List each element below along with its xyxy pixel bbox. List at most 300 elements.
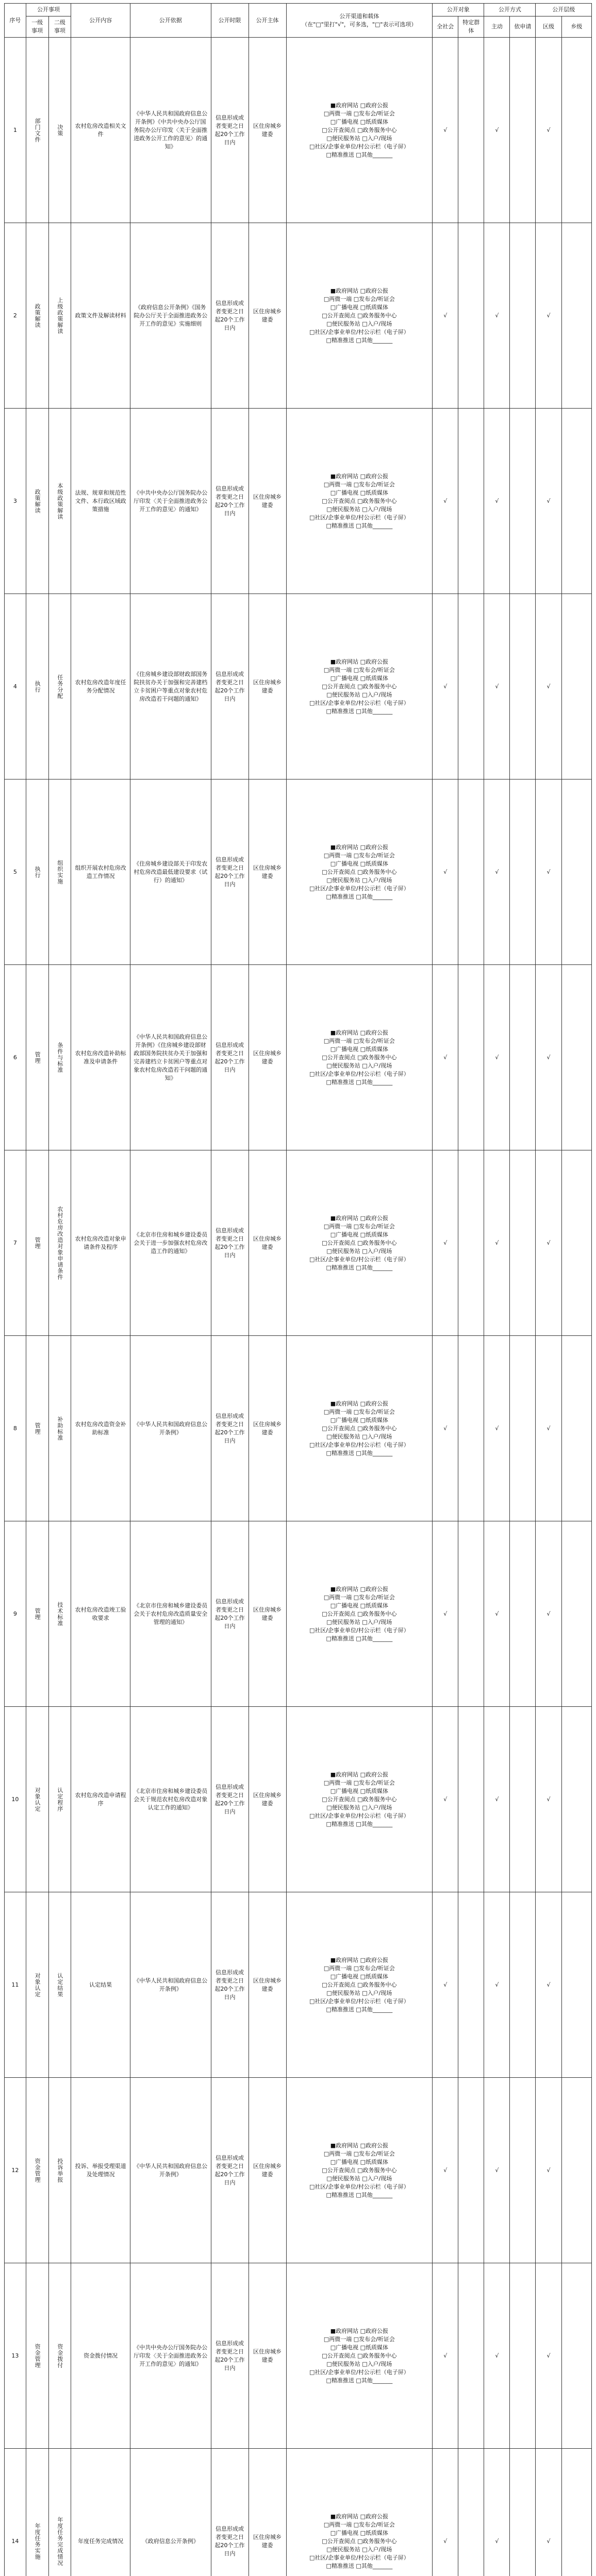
row-m-active: √ (484, 1521, 510, 1707)
channel-option: ■政府网站 □政府公报 (330, 1956, 388, 1963)
channel-option: □便民服务站 □入户/现场 (326, 1618, 392, 1625)
channel-option: □公开查阅点 □政务服务中心 (322, 683, 397, 690)
channel-option: □便民服务站 □入户/现场 (326, 320, 392, 327)
row-l-district: √ (536, 2263, 561, 2449)
row-subject: 区住房城乡建委 (249, 594, 286, 779)
table-row (5, 779, 592, 965)
row-subject: 区住房城乡建委 (249, 38, 286, 223)
row-level1: 对象认定 (26, 1707, 48, 1892)
row-m-active: √ (484, 1707, 510, 1892)
row-l-town (561, 1707, 591, 1892)
header-level2: 二级事项 (48, 16, 71, 38)
table-row (5, 1521, 592, 1707)
row-basis: 《中共中央办公厅国务院办公厅印发〈关于全面推进政务公开工作的意见〉的通知》 (130, 409, 211, 594)
channel-option: ■政府网站 □政府公报 (330, 1400, 388, 1407)
channel-option: □广播电视 □纸质媒体 (330, 674, 388, 682)
channel-option: □公开查阅点 □政务服务中心 (322, 312, 397, 319)
row-timeframe: 信息形成或者变更之日起20个工作日内 (211, 1707, 249, 1892)
row-obj-specific (458, 223, 484, 409)
channel-option: □社区/企事业单位/村公示栏（电子屏） (309, 1626, 409, 1634)
table-row (5, 2263, 592, 2449)
row-l-town (561, 2078, 591, 2263)
row-obj-society: √ (433, 594, 458, 779)
row-l-town (561, 1892, 591, 2078)
row-content: 农村危房改造对象申请条件及程序 (71, 1150, 130, 1336)
row-subject: 区住房城乡建委 (249, 1892, 286, 2078)
table-row (5, 1892, 592, 2078)
row-basis: 《中华人民共和国政府信息公开条例》 (130, 1336, 211, 1521)
row-subject: 区住房城乡建委 (249, 965, 286, 1150)
channel-option: □精准推送 □其他_______ (326, 2006, 393, 2013)
header-channel: 公开渠道和载体 （在"□"里打"√"，可多选，"□"表示可选项） (286, 4, 433, 38)
row-basis: 《中华人民共和国政府信息公开条例》《中共中央办公厅国务院办公厅印发〈关于全面推进政务公开工作的意见〉的通知》 (130, 38, 211, 223)
channel-option: □两微一端 □发布会/听证会 (323, 1594, 395, 1601)
row-l-town (561, 223, 591, 409)
row-channels (286, 2263, 433, 2449)
table-row (5, 594, 592, 779)
row-m-active: √ (484, 594, 510, 779)
header-content: 公开内容 (71, 4, 130, 38)
row-obj-specific (458, 1150, 484, 1336)
table-row (5, 2078, 592, 2263)
channel-option: □公开查阅点 □政务服务中心 (322, 2352, 397, 2359)
channel-option: ■政府网站 □政府公报 (330, 1029, 388, 1036)
row-channels (286, 2449, 433, 2576)
row-obj-society: √ (433, 38, 458, 223)
row-obj-specific (458, 409, 484, 594)
channel-option: □精准推送 □其他_______ (326, 707, 393, 715)
row-seq: 14 (5, 2449, 26, 2576)
row-subject: 区住房城乡建委 (249, 1150, 286, 1336)
table-row (5, 223, 592, 409)
row-obj-society: √ (433, 1336, 458, 1521)
row-l-district: √ (536, 594, 561, 779)
row-basis: 《北京市住房和城乡建设委员会关于规范农村危房改造对象认定工作的通知》 (130, 1707, 211, 1892)
header-m-apply: 依申请 (510, 16, 536, 38)
row-content: 投诉、举报受理渠道及处理情况 (71, 2078, 130, 2263)
table-row (5, 1707, 592, 1892)
channel-option: □两微一端 □发布会/听证会 (323, 666, 395, 673)
row-level2: 认定结果 (48, 1892, 71, 2078)
row-level2: 补助标准 (48, 1336, 71, 1521)
row-seq: 11 (5, 1892, 26, 2078)
row-m-apply (510, 2078, 536, 2263)
row-channels (286, 965, 433, 1150)
row-m-active: √ (484, 1150, 510, 1336)
row-obj-specific (458, 594, 484, 779)
row-l-district: √ (536, 38, 561, 223)
row-l-district: √ (536, 2449, 561, 2576)
channel-option: □两微一端 □发布会/听证会 (323, 852, 395, 859)
row-basis: 《中共中央办公厅国务院办公厅印发〈关于全面推进政务公开工作的意见〉的通知》 (130, 2263, 211, 2449)
channel-option: □公开查阅点 □政务服务中心 (322, 1981, 397, 1988)
row-obj-specific (458, 1707, 484, 1892)
channel-option: □社区/企事业单位/村公示栏（电子屏） (309, 1812, 409, 1819)
row-l-town (561, 2449, 591, 2576)
row-seq: 5 (5, 779, 26, 965)
channel-option: □公开查阅点 □政务服务中心 (322, 868, 397, 875)
row-l-district: √ (536, 965, 561, 1150)
channel-option: □便民服务站 □入户/现场 (326, 134, 392, 142)
row-content: 农村危房改造资金补助标准 (71, 1336, 130, 1521)
row-channels (286, 594, 433, 779)
row-obj-specific (458, 2449, 484, 2576)
channel-option: □广播电视 □纸质媒体 (330, 118, 388, 125)
row-m-apply (510, 1892, 536, 2078)
row-l-town (561, 1521, 591, 1707)
row-timeframe: 信息形成或者变更之日起20个工作日内 (211, 779, 249, 965)
channel-option: □两微一端 □发布会/听证会 (323, 1223, 395, 1230)
row-level1: 政策解读 (26, 409, 48, 594)
row-l-district: √ (536, 223, 561, 409)
channel-option: □精准推送 □其他_______ (326, 893, 393, 900)
row-level1: 对象认定 (26, 1892, 48, 2078)
row-timeframe: 信息形成或者变更之日起20个工作日内 (211, 965, 249, 1150)
table-row (5, 38, 592, 223)
channel-option: □便民服务站 □入户/现场 (326, 1433, 392, 1440)
row-channels (286, 409, 433, 594)
row-timeframe: 信息形成或者变更之日起20个工作日内 (211, 594, 249, 779)
channel-option: □精准推送 □其他_______ (326, 2191, 393, 2198)
table-row (5, 965, 592, 1150)
row-timeframe: 信息形成或者变更之日起20个工作日内 (211, 2263, 249, 2449)
row-channels (286, 1892, 433, 2078)
channel-option: □公开查阅点 □政务服务中心 (322, 497, 397, 504)
channel-option: ■政府网站 □政府公报 (330, 658, 388, 665)
row-m-apply (510, 1521, 536, 1707)
row-seq: 4 (5, 594, 26, 779)
row-level1: 部门文件 (26, 38, 48, 223)
channel-option: □精准推送 □其他_______ (326, 1820, 393, 1827)
table-row (5, 409, 592, 594)
channel-option: □精准推送 □其他_______ (326, 522, 393, 529)
row-level1: 资金管理 (26, 2263, 48, 2449)
row-m-apply (510, 38, 536, 223)
row-level2: 年度任务完成情况 (48, 2449, 71, 2576)
channel-option: □广播电视 □纸质媒体 (330, 860, 388, 867)
row-l-town (561, 38, 591, 223)
row-subject: 区住房城乡建委 (249, 409, 286, 594)
channel-option: □便民服务站 □入户/现场 (326, 1062, 392, 1069)
row-basis: 《住房城乡建设部财政部国务院扶贫办关于加强和完善建档立卡贫困户等重点对象农村危房改造若干问题的通知》 (130, 594, 211, 779)
row-basis: 《中华人民共和国政府信息公开条例》《住房城乡建设部财政部国务院扶贫办关于加强和完善建档立卡贫困户等重点对象农村危房改造若干问题的通知》 (130, 965, 211, 1150)
channel-option: ■政府网站 □政府公报 (330, 2513, 388, 2520)
row-channels (286, 1707, 433, 1892)
row-level2: 农村危房改造对象申请条件 (48, 1150, 71, 1336)
row-l-town (561, 1336, 591, 1521)
channel-option: □广播电视 □纸质媒体 (330, 489, 388, 496)
channel-option: □社区/企事业单位/村公示栏（电子屏） (309, 1997, 409, 2005)
row-timeframe: 信息形成或者变更之日起20个工作日内 (211, 1521, 249, 1707)
channel-option: □精准推送 □其他_______ (326, 1635, 393, 1642)
row-level1: 年度任务实施 (26, 2449, 48, 2576)
row-level2: 决策 (48, 38, 71, 223)
row-subject: 区住房城乡建委 (249, 2263, 286, 2449)
row-channels (286, 1336, 433, 1521)
channel-option: □广播电视 □纸质媒体 (330, 1045, 388, 1053)
row-seq: 3 (5, 409, 26, 594)
channel-option: □公开查阅点 □政务服务中心 (322, 126, 397, 133)
channel-option: □两微一端 □发布会/听证会 (323, 2335, 395, 2343)
table-row (5, 1336, 592, 1521)
row-obj-society: √ (433, 1892, 458, 2078)
channel-option: □精准推送 □其他_______ (326, 1264, 393, 1271)
channel-option: □社区/企事业单位/村公示栏（电子屏） (309, 885, 409, 892)
channel-option: □两微一端 □发布会/听证会 (323, 110, 395, 117)
row-m-apply (510, 2449, 536, 2576)
channel-option: □社区/企事业单位/村公示栏（电子屏） (309, 2554, 409, 2561)
channel-option: ■政府网站 □政府公报 (330, 843, 388, 851)
header-level: 公开层级 (536, 4, 592, 16)
channel-option: □两微一端 □发布会/听证会 (323, 295, 395, 302)
channel-option: □社区/企事业单位/村公示栏（电子屏） (309, 1256, 409, 1263)
document-page (4, 3, 592, 2576)
channel-option: □广播电视 □纸质媒体 (330, 1602, 388, 1609)
channel-option: □公开查阅点 □政务服务中心 (322, 1054, 397, 1061)
row-subject: 区住房城乡建委 (249, 2449, 286, 2576)
channel-option: □精准推送 □其他_______ (326, 151, 393, 158)
channel-option: □两微一端 □发布会/听证会 (323, 1037, 395, 1044)
row-seq: 6 (5, 965, 26, 1150)
disclosure-table (4, 3, 592, 2576)
row-l-district: √ (536, 409, 561, 594)
row-obj-specific (458, 1892, 484, 2078)
channel-option: □广播电视 □纸质媒体 (330, 1787, 388, 1794)
channel-option: □社区/企事业单位/村公示栏（电子屏） (309, 1441, 409, 1448)
row-level1: 管理 (26, 1336, 48, 1521)
row-obj-specific (458, 1521, 484, 1707)
row-level2: 投诉举报 (48, 2078, 71, 2263)
row-timeframe: 信息形成或者变更之日起20个工作日内 (211, 1150, 249, 1336)
row-seq: 2 (5, 223, 26, 409)
row-obj-specific (458, 2263, 484, 2449)
row-seq: 8 (5, 1336, 26, 1521)
row-level1: 管理 (26, 1150, 48, 1336)
channel-option: □广播电视 □纸质媒体 (330, 1973, 388, 1980)
row-m-apply (510, 1336, 536, 1521)
channel-option: □便民服务站 □入户/现场 (326, 1989, 392, 1996)
row-timeframe: 信息形成或者变更之日起20个工作日内 (211, 1336, 249, 1521)
row-obj-society: √ (433, 2449, 458, 2576)
row-m-active: √ (484, 1892, 510, 2078)
row-level2: 组织实施 (48, 779, 71, 965)
channel-option: ■政府网站 □政府公报 (330, 101, 388, 109)
row-m-apply (510, 965, 536, 1150)
row-m-active: √ (484, 1336, 510, 1521)
row-timeframe: 信息形成或者变更之日起20个工作日内 (211, 2449, 249, 2576)
row-level1: 管理 (26, 1521, 48, 1707)
row-l-town (561, 409, 591, 594)
channel-option: □便民服务站 □入户/现场 (326, 2360, 392, 2367)
row-seq: 7 (5, 1150, 26, 1336)
row-level1: 政策解读 (26, 223, 48, 409)
row-obj-specific (458, 1336, 484, 1521)
channel-option: □社区/企事业单位/村公示栏（电子屏） (309, 143, 409, 150)
channel-option: ■政府网站 □政府公报 (330, 287, 388, 294)
channel-option: ■政府网站 □政府公报 (330, 472, 388, 480)
channel-option: ■政府网站 □政府公报 (330, 1771, 388, 1778)
row-content: 法规、规章和规范性文件、本行政区域政策措施 (71, 409, 130, 594)
row-obj-specific (458, 2078, 484, 2263)
channel-option: □便民服务站 □入户/现场 (326, 1247, 392, 1255)
header-object: 公开对象 (433, 4, 484, 16)
channel-option: □精准推送 □其他_______ (326, 2562, 393, 2569)
row-basis: 《北京市住房和城乡建设委员会关于进一步加强农村危房改造工作的通知》 (130, 1150, 211, 1336)
row-m-apply (510, 223, 536, 409)
header-l-town: 乡级 (561, 16, 591, 38)
row-seq: 9 (5, 1521, 26, 1707)
row-l-town (561, 1150, 591, 1336)
row-seq: 10 (5, 1707, 26, 1892)
row-l-town (561, 779, 591, 965)
row-level2: 条件与标准 (48, 965, 71, 1150)
row-timeframe: 信息形成或者变更之日起20个工作日内 (211, 409, 249, 594)
row-subject: 区住房城乡建委 (249, 223, 286, 409)
channel-option: □两微一端 □发布会/听证会 (323, 1408, 395, 1415)
channel-option: □公开查阅点 □政务服务中心 (322, 1239, 397, 1246)
row-level2: 上级政策解读 (48, 223, 71, 409)
row-channels (286, 2078, 433, 2263)
row-basis: 《住房城乡建设部关于印发农村危房改造最低建设要求（试行）的通知》 (130, 779, 211, 965)
row-content: 政策文件及解读材料 (71, 223, 130, 409)
channel-option: □社区/企事业单位/村公示栏（电子屏） (309, 699, 409, 706)
row-m-apply (510, 1150, 536, 1336)
row-l-district: √ (536, 1150, 561, 1336)
channel-option: □两微一端 □发布会/听证会 (323, 481, 395, 488)
header-obj-specific: 特定群体 (458, 16, 484, 38)
row-level1: 执行 (26, 779, 48, 965)
channel-option: ■政府网站 □政府公报 (330, 2327, 388, 2334)
row-m-active: √ (484, 223, 510, 409)
row-content: 农村危房改造申请程序 (71, 1707, 130, 1892)
row-m-active: √ (484, 2078, 510, 2263)
row-basis: 《中华人民共和国政府信息公开条例》 (130, 2078, 211, 2263)
channel-option: □公开查阅点 □政务服务中心 (322, 1795, 397, 1803)
row-level2: 技术标准 (48, 1521, 71, 1707)
channel-option: □便民服务站 □入户/现场 (326, 505, 392, 513)
row-content: 农村危房改造相关文件 (71, 38, 130, 223)
row-level2: 认定程序 (48, 1707, 71, 1892)
channel-option: □便民服务站 □入户/现场 (326, 691, 392, 698)
channel-option: □便民服务站 □入户/现场 (326, 2175, 392, 2182)
row-channels (286, 1521, 433, 1707)
channel-option: □社区/企事业单位/村公示栏（电子屏） (309, 328, 409, 335)
row-channels (286, 779, 433, 965)
row-content: 年度任务完成情况 (71, 2449, 130, 2576)
row-basis: 《政府信息公开条例》《国务院办公厅关于全面推进政务公开工作的意见》实施细则 (130, 223, 211, 409)
row-channels (286, 1150, 433, 1336)
channel-option: □社区/企事业单位/村公示栏（电子屏） (309, 1070, 409, 1077)
row-basis: 《政府信息公开条例》 (130, 2449, 211, 2576)
row-obj-specific (458, 965, 484, 1150)
row-content: 农村危房改造年度任务分配情况 (71, 594, 130, 779)
row-l-district: √ (536, 779, 561, 965)
channel-option: □公开查阅点 □政务服务中心 (322, 1610, 397, 1617)
header-obj-society: 全社会 (433, 16, 458, 38)
channel-option: □精准推送 □其他_______ (326, 1449, 393, 1456)
row-seq: 13 (5, 2263, 26, 2449)
channel-option: ■政府网站 □政府公报 (330, 1585, 388, 1592)
channel-option: □便民服务站 □入户/现场 (326, 2546, 392, 2553)
row-l-district: √ (536, 1707, 561, 1892)
row-seq: 1 (5, 38, 26, 223)
channel-option: □社区/企事业单位/村公示栏（电子屏） (309, 2368, 409, 2376)
row-l-district: √ (536, 1336, 561, 1521)
channel-option: □精准推送 □其他_______ (326, 2377, 393, 2384)
row-content: 资金拨付情况 (71, 2263, 130, 2449)
row-m-active: √ (484, 38, 510, 223)
row-obj-society: √ (433, 2263, 458, 2449)
channel-option: □广播电视 □纸质媒体 (330, 1416, 388, 1423)
table-row (5, 1150, 592, 1336)
row-m-apply (510, 2263, 536, 2449)
row-m-apply (510, 779, 536, 965)
row-subject: 区住房城乡建委 (249, 779, 286, 965)
row-l-town (561, 594, 591, 779)
channel-option: □广播电视 □纸质媒体 (330, 2344, 388, 2351)
row-obj-society: √ (433, 223, 458, 409)
channel-option: □公开查阅点 □政务服务中心 (322, 1425, 397, 1432)
row-seq: 12 (5, 2078, 26, 2263)
row-obj-specific (458, 38, 484, 223)
channel-option: □广播电视 □纸质媒体 (330, 2529, 388, 2536)
header-l-district: 区级 (536, 16, 561, 38)
channel-option: □便民服务站 □入户/现场 (326, 876, 392, 884)
row-m-apply (510, 1707, 536, 1892)
row-level2: 本级政策解读 (48, 409, 71, 594)
row-m-active: √ (484, 2449, 510, 2576)
channel-option: □精准推送 □其他_______ (326, 1078, 393, 1086)
row-obj-society: √ (433, 1150, 458, 1336)
row-obj-society: √ (433, 965, 458, 1150)
row-obj-society: √ (433, 1521, 458, 1707)
row-basis: 《北京市住房和城乡建设委员会关于农村危房改造质量安全管理的通知》 (130, 1521, 211, 1707)
row-timeframe: 信息形成或者变更之日起20个工作日内 (211, 38, 249, 223)
channel-option: □两微一端 □发布会/听证会 (323, 2150, 395, 2157)
row-level2: 资金拨付 (48, 2263, 71, 2449)
channel-option: □广播电视 □纸质媒体 (330, 2158, 388, 2165)
row-content: 认定结果 (71, 1892, 130, 2078)
channel-option: □两微一端 □发布会/听证会 (323, 1779, 395, 1786)
row-subject: 区住房城乡建委 (249, 1707, 286, 1892)
header-m-active: 主动 (484, 16, 510, 38)
header-basis: 公开依据 (130, 4, 211, 38)
row-m-apply (510, 594, 536, 779)
row-subject: 区住房城乡建委 (249, 1336, 286, 1521)
row-l-town (561, 965, 591, 1150)
row-obj-society: √ (433, 409, 458, 594)
channel-option: ■政府网站 □政府公报 (330, 2142, 388, 2149)
row-timeframe: 信息形成或者变更之日起20个工作日内 (211, 2078, 249, 2263)
header-subject: 公开主体 (249, 4, 286, 38)
header-item: 公开事项 (26, 4, 71, 16)
row-content: 组织开展农村危房改造工作情况 (71, 779, 130, 965)
row-content: 农村危房改造补助标准及申请条件 (71, 965, 130, 1150)
row-level2: 任务分配 (48, 594, 71, 779)
row-subject: 区住房城乡建委 (249, 1521, 286, 1707)
channel-option: □两微一端 □发布会/听证会 (323, 2521, 395, 2528)
row-level1: 资金管理 (26, 2078, 48, 2263)
row-obj-specific (458, 779, 484, 965)
row-m-active: √ (484, 2263, 510, 2449)
channel-option: □广播电视 □纸质媒体 (330, 1231, 388, 1238)
row-subject: 区住房城乡建委 (249, 2078, 286, 2263)
row-level1: 执行 (26, 594, 48, 779)
row-l-district: √ (536, 1892, 561, 2078)
channel-option: □广播电视 □纸质媒体 (330, 303, 388, 311)
row-l-district: √ (536, 2078, 561, 2263)
row-obj-society: √ (433, 779, 458, 965)
